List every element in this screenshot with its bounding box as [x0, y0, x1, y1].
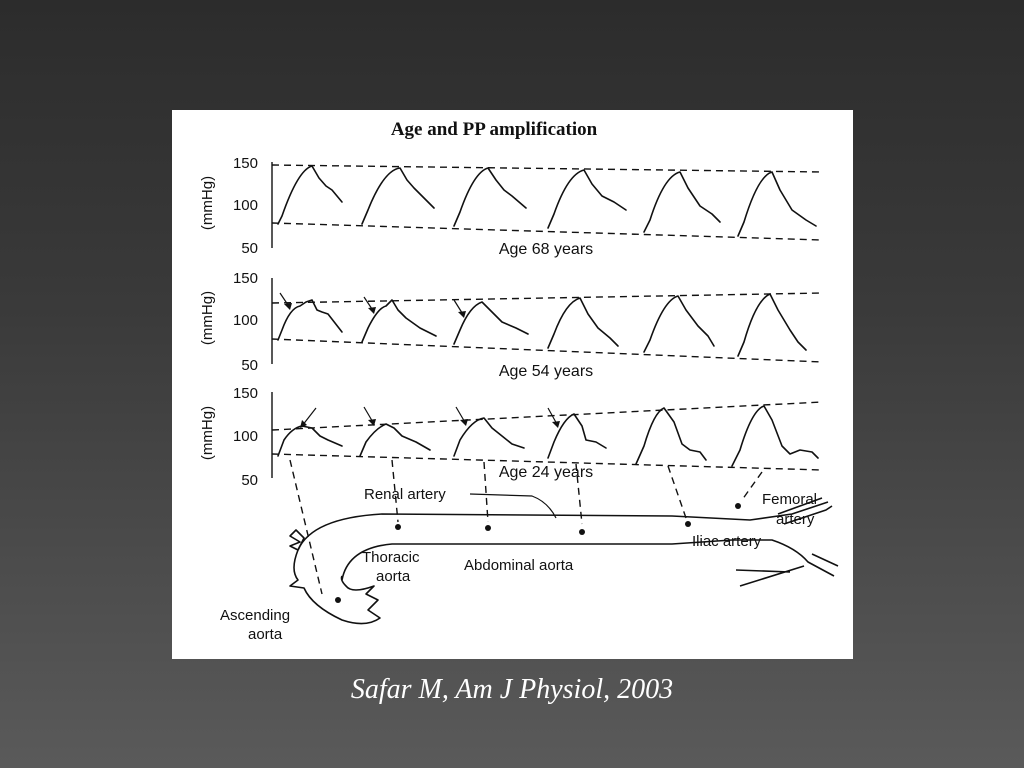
y-tick-50: 50 — [241, 472, 258, 489]
pressure-waveform — [548, 414, 606, 458]
reflection-arrow-head — [368, 307, 376, 314]
y-tick-150: 150 — [232, 155, 258, 172]
pressure-waveform — [738, 172, 816, 236]
systolic-envelope-line — [272, 165, 822, 172]
measurement-point — [735, 503, 741, 509]
y-axis-unit-label: (mmHg) — [199, 405, 216, 461]
measurement-point — [395, 524, 401, 530]
measurement-point — [485, 525, 491, 531]
y-tick-50: 50 — [241, 357, 258, 374]
reflection-arrow-head — [552, 421, 560, 428]
iliac-artery-label: Iliac artery — [692, 533, 762, 550]
panel-age-label: Age 24 years — [498, 464, 594, 481]
y-axis-unit-label: (mmHg) — [199, 175, 216, 231]
pressure-waveform — [644, 296, 714, 352]
pressure-waveform — [732, 406, 818, 466]
systolic-envelope-line — [272, 402, 822, 430]
renal-artery-label: Renal artery — [364, 486, 446, 503]
thoracic-aorta-label-line1: Thoracic — [362, 549, 420, 566]
reflection-arrow-head — [458, 311, 466, 318]
pressure-waveform — [362, 168, 434, 224]
femoral-artery-label-line1: Femoral — [762, 491, 818, 508]
arterial-tree — [220, 460, 838, 643]
pressure-waveform — [548, 170, 626, 228]
pressure-waveform — [278, 426, 342, 456]
y-tick-50: 50 — [241, 240, 258, 257]
y-tick-100: 100 — [232, 312, 258, 329]
systolic-envelope-line — [272, 293, 822, 303]
pressure-waveform — [644, 172, 720, 232]
y-tick-150: 150 — [232, 385, 258, 402]
pressure-waveform — [278, 166, 342, 224]
citation-caption: Safar M, Am J Physiol, 2003 — [350, 674, 674, 705]
figure-title: Age and PP amplification — [390, 119, 598, 140]
reflection-arrow-head — [284, 303, 292, 310]
panel-age-24 — [199, 385, 822, 489]
reflection-arrow-head — [460, 419, 468, 426]
site-link-line — [742, 472, 762, 500]
site-link-line — [668, 466, 686, 518]
measurement-point — [335, 597, 341, 603]
abdominal-aorta-label: Abdominal aorta — [464, 557, 574, 574]
pressure-waveform — [548, 298, 618, 348]
y-tick-100: 100 — [232, 428, 258, 445]
pp-amplification-figure — [172, 110, 853, 659]
thoracic-aorta-label-line2: aorta — [376, 568, 411, 585]
pressure-waveform — [454, 168, 526, 226]
pressure-waveform — [454, 302, 528, 344]
ascending-aorta-arch — [290, 530, 380, 624]
pressure-waveform — [360, 424, 430, 456]
site-link-line — [484, 462, 488, 522]
ascending-aorta-label-line1: Ascending — [220, 607, 291, 624]
pressure-waveform — [636, 408, 706, 464]
panel-age-54 — [199, 270, 822, 380]
y-tick-100: 100 — [232, 197, 258, 214]
measurement-point — [685, 521, 691, 527]
pressure-waveform — [738, 294, 806, 356]
ascending-aorta-label-line2: aorta — [248, 626, 283, 643]
panel-age-label: Age 68 years — [498, 241, 594, 258]
measurement-point — [579, 529, 585, 535]
femoral-artery-label-line2: artery — [776, 511, 815, 528]
panel-age-68 — [199, 155, 822, 258]
y-tick-150: 150 — [232, 270, 258, 287]
figure-panel — [172, 110, 853, 659]
panel-age-label: Age 54 years — [498, 363, 594, 380]
pressure-waveform — [362, 300, 436, 342]
y-axis-unit-label: (mmHg) — [199, 290, 216, 346]
